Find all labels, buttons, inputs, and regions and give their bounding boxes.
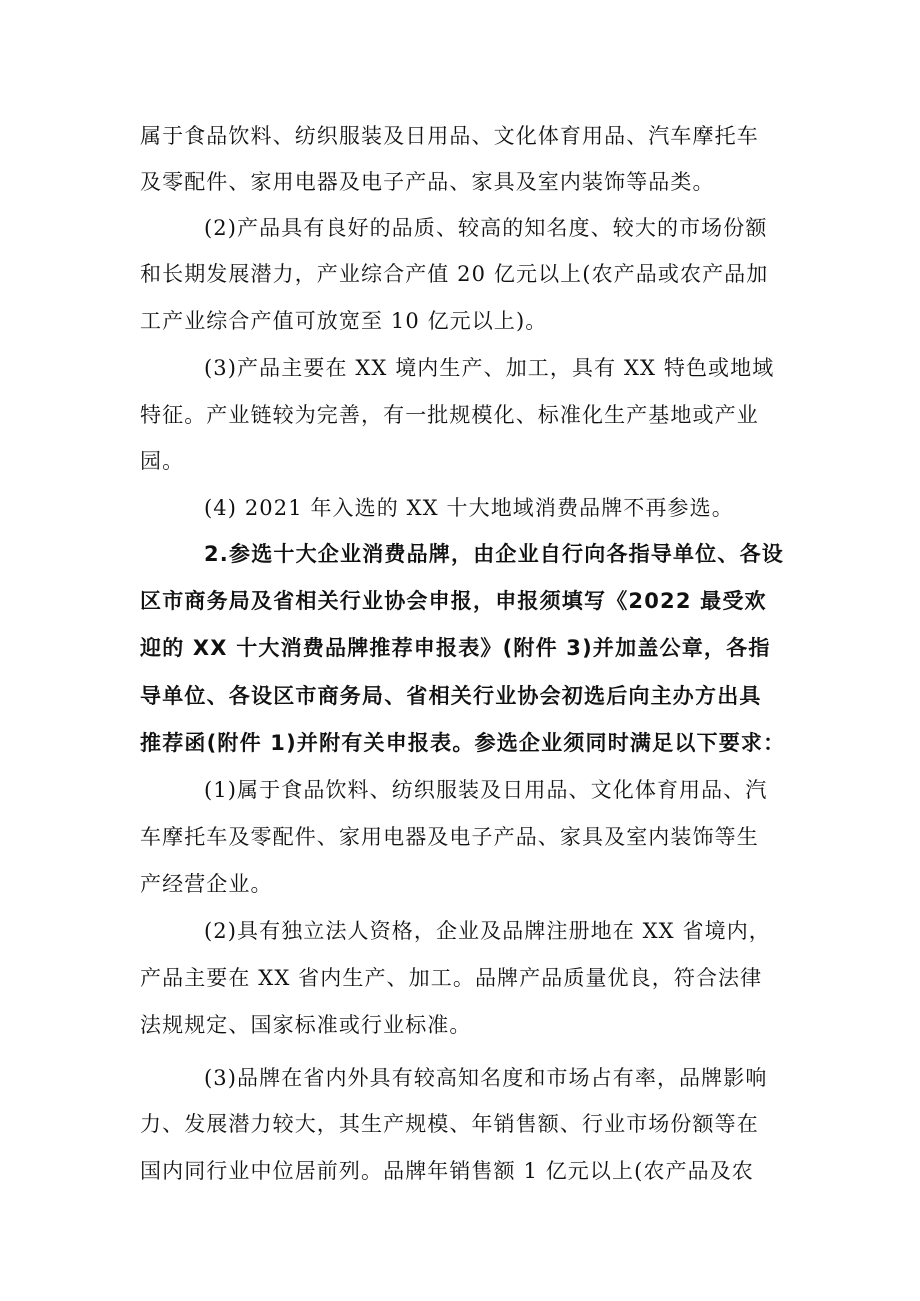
text-line: 工产业综合产值可放宽至 10 亿元以上)。 — [140, 309, 548, 333]
text-line: (2)具有独立法人资格，企业及品牌注册地在 XX 省境内， — [204, 919, 771, 943]
text-line: 力、发展潜力较大，其生产规模、年销售额、行业市场份额等在 — [140, 1112, 759, 1136]
text-line: (1)属于食品饮料、纺织服装及日用品、文化体育用品、汽 — [204, 778, 768, 802]
text-line: 和长期发展潜力，产业综合产值 20 亿元以上(农产品或农产品加 — [140, 262, 769, 286]
text-line: 法规规定、国家标准或行业标准。 — [140, 1013, 472, 1037]
text-line: (3)产品主要在 XX 境内生产、加工，具有 XX 特色或地域 — [204, 356, 775, 380]
bold-text-line: 迎的 XX 十大消费品牌推荐申报表》(附件 3)并加盖公章，各指 — [140, 636, 771, 660]
text-line: 产品主要在 XX 省内生产、加工。品牌产品质量优良，符合法律 — [140, 966, 763, 990]
text-line: 及零配件、家用电器及电子产品、家具及室内装饰等品类。 — [140, 170, 715, 194]
section-heading-line: 2.参选十大企业消费品牌，由企业自行向各指导单位、各设 — [204, 542, 784, 566]
text-line: 国内同行业中位居前列。品牌年销售额 1 亿元以上(农产品及农 — [140, 1159, 754, 1183]
bold-text-line: 导单位、各设区市商务局、省相关行业协会初选后向主办方出具 — [140, 684, 762, 708]
bold-text-line: 推荐函(附件 1)并附有关申报表。参选企业须同时满足以下要求： — [140, 731, 785, 755]
text-line: (2)产品具有良好的品质、较高的知名度、较大的市场份额 — [204, 216, 768, 240]
text-line: 车摩托车及零配件、家用电器及电子产品、家具及室内装饰等生 — [140, 825, 759, 849]
text-line: 产经营企业。 — [140, 872, 273, 896]
text-line: 特征。产业链较为完善，有一批规模化、标准化生产基地或产业 — [140, 403, 759, 427]
bold-text-line: 区市商务局及省相关行业协会申报，申报须填写《2022 最受欢 — [140, 589, 767, 613]
text-line: (4) 2021 年入选的 XX 十大地域消费品牌不再参选。 — [204, 496, 734, 520]
text-line: (3)品牌在省内外具有较高知名度和市场占有率，品牌影响 — [204, 1066, 768, 1090]
text-line: 园。 — [140, 449, 185, 473]
text-line: 属于食品饮料、纺织服装及日用品、文化体育用品、汽车摩托车 — [140, 124, 759, 148]
